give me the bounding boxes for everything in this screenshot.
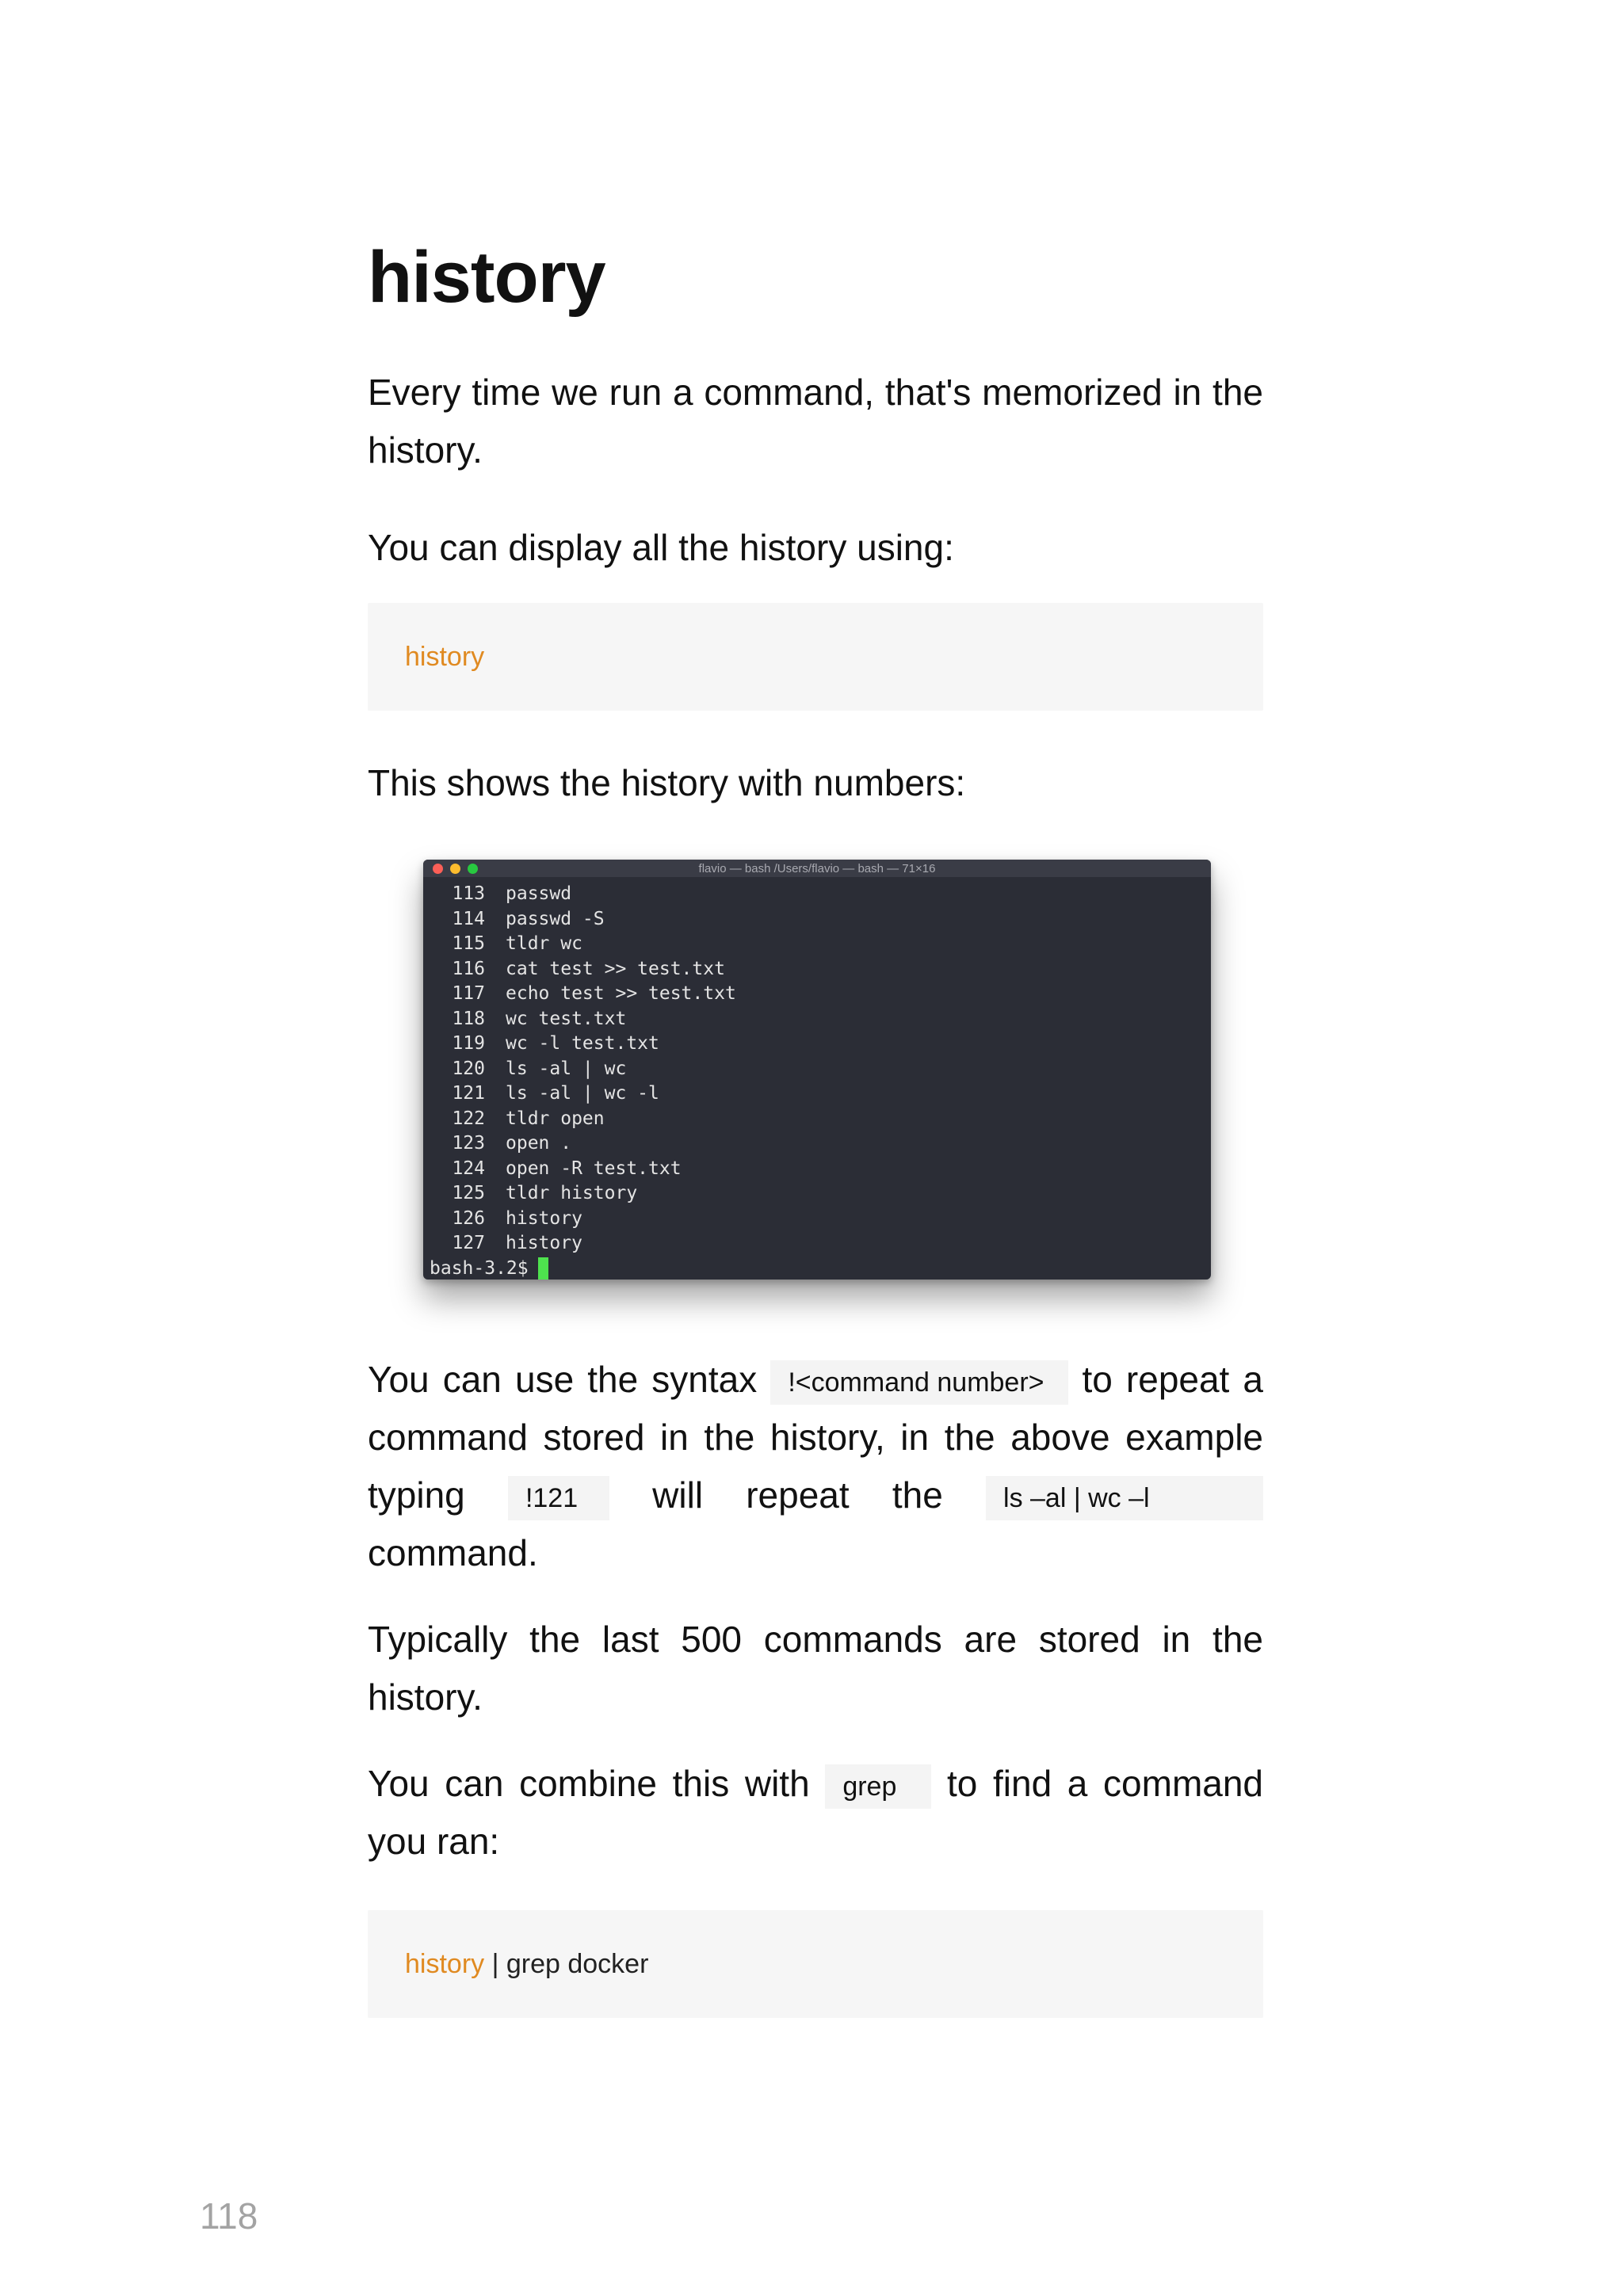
code-block-history bbox=[368, 603, 1263, 711]
terminal-line bbox=[430, 1057, 1211, 1082]
terminal-line-command: passwd -S bbox=[506, 908, 605, 929]
terminal-line bbox=[430, 1131, 1211, 1157]
terminal-line bbox=[430, 1081, 1211, 1107]
terminal-line-command: ls -al | wc bbox=[506, 1058, 627, 1079]
terminal-screenshot bbox=[423, 860, 1211, 1280]
inline-code-grep: grep bbox=[825, 1764, 931, 1809]
terminal-line-number: 127 bbox=[452, 1233, 485, 1254]
terminal-line-command: open -R test.txt bbox=[506, 1158, 682, 1179]
terminal-line bbox=[430, 1007, 1211, 1032]
code-keyword: history bbox=[405, 1948, 485, 1979]
terminal-line-command: tldr open bbox=[506, 1108, 605, 1129]
terminal-line-command: tldr wc bbox=[506, 933, 582, 955]
terminal-line-number: 121 bbox=[452, 1083, 485, 1104]
terminal-cursor bbox=[538, 1257, 548, 1280]
combine-text-b: to find a command you ran: bbox=[368, 1763, 1264, 1863]
inline-code-ls-al-wc: ls –al | wc –l bbox=[986, 1476, 1263, 1520]
terminal-line bbox=[430, 932, 1211, 957]
terminal-line bbox=[430, 1032, 1211, 1057]
inline-code-121: !121 bbox=[508, 1476, 609, 1520]
terminal-line bbox=[430, 1181, 1211, 1207]
code-block-grep bbox=[368, 1910, 1263, 2018]
syntax-text-b: to repeat a command stored in the history, in the above example typing bbox=[368, 1359, 1264, 1516]
terminal-line-command: open . bbox=[506, 1133, 572, 1154]
page-title: history bbox=[368, 237, 605, 318]
terminal-output bbox=[423, 877, 1211, 1280]
combine-text-a: You can combine this with bbox=[368, 1763, 810, 1805]
terminal-prompt-line bbox=[430, 1257, 1211, 1280]
terminal-line-command: cat test >> test.txt bbox=[506, 958, 725, 979]
terminal-line-command: history bbox=[506, 1233, 582, 1254]
terminal-line-number: 113 bbox=[452, 883, 485, 905]
terminal-prompt: bash-3.2$ bbox=[430, 1257, 529, 1279]
terminal-line bbox=[430, 1231, 1211, 1257]
terminal-line-command: ls -al | wc -l bbox=[506, 1083, 659, 1104]
syntax-paragraph bbox=[368, 1351, 1263, 1582]
code-rest: | grep docker bbox=[484, 1948, 649, 1979]
intro-paragraph: Every time we run a command, that's memorized in the history. bbox=[368, 372, 1263, 471]
terminal-line-number: 122 bbox=[452, 1108, 485, 1129]
terminal-line-number: 125 bbox=[452, 1183, 485, 1204]
terminal-titlebar bbox=[423, 860, 1211, 877]
shows-paragraph: This shows the history with numbers: bbox=[368, 762, 966, 804]
inline-code-command-number: !<command number> bbox=[770, 1360, 1068, 1405]
terminal-line bbox=[430, 907, 1211, 933]
terminal-line-command: wc test.txt bbox=[506, 1008, 627, 1029]
terminal-line-number: 119 bbox=[452, 1033, 485, 1055]
typical-paragraph: Typically the last 500 commands are stored in the history. bbox=[368, 1619, 1263, 1718]
terminal-line-command: passwd bbox=[506, 883, 572, 905]
combine-paragraph bbox=[368, 1755, 1263, 1871]
terminal-line-number: 120 bbox=[452, 1058, 485, 1079]
page-number: 118 bbox=[200, 2195, 258, 2237]
terminal-line-number: 124 bbox=[452, 1158, 485, 1179]
terminal-title: flavio — bash /Users/flavio — bash — 71×16 bbox=[698, 861, 936, 875]
terminal-line bbox=[430, 957, 1211, 982]
terminal-line bbox=[430, 1107, 1211, 1132]
terminal-line-number: 114 bbox=[452, 908, 485, 929]
terminal-line-number: 118 bbox=[452, 1008, 485, 1029]
page-content bbox=[368, 238, 1263, 2018]
terminal-line bbox=[430, 982, 1211, 1007]
terminal-line bbox=[430, 1207, 1211, 1232]
terminal-line-number: 123 bbox=[452, 1133, 485, 1154]
terminal-line-command: tldr history bbox=[506, 1183, 638, 1204]
display-paragraph: You can display all the history using: bbox=[368, 527, 954, 569]
syntax-text-c: will repeat the bbox=[652, 1474, 943, 1516]
syntax-text-a: You can use the syntax bbox=[368, 1359, 758, 1401]
code-keyword: history bbox=[405, 641, 485, 672]
terminal-line bbox=[430, 882, 1211, 907]
terminal-line-command: history bbox=[506, 1207, 582, 1229]
terminal-line-command: echo test >> test.txt bbox=[506, 983, 736, 1005]
terminal-line bbox=[430, 1157, 1211, 1182]
terminal-line-number: 116 bbox=[452, 958, 485, 979]
terminal-line-number: 117 bbox=[452, 983, 485, 1005]
terminal-line-number: 115 bbox=[452, 933, 485, 955]
terminal-line-number: 126 bbox=[452, 1207, 485, 1229]
syntax-text-d: command. bbox=[368, 1532, 538, 1574]
terminal-line-command: wc -l test.txt bbox=[506, 1033, 659, 1055]
terminal-window bbox=[423, 860, 1211, 1280]
